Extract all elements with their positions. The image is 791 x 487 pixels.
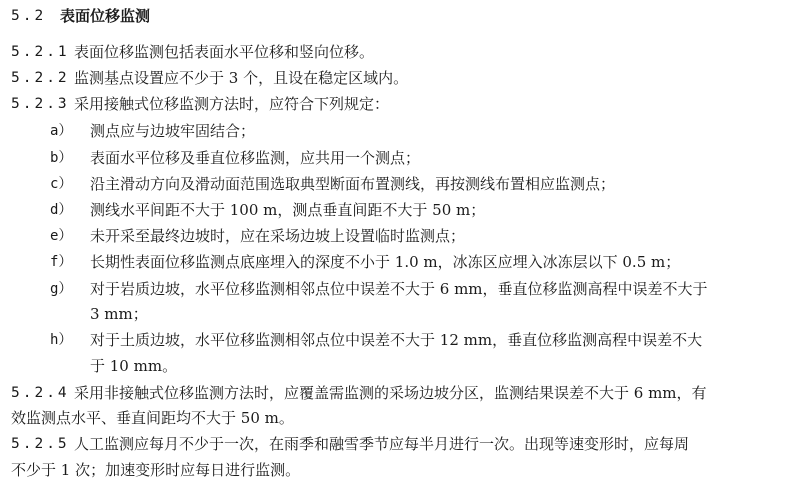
item-label: c）: [50, 176, 73, 192]
clause-text: 监测基点设置应不少于 3 个，且设在稳定区域内。: [74, 69, 409, 87]
clause-text: 采用非接触式位移监测方法时，应覆盖需监测的采场边坡分区，监测结果误差不大于 6 mm，有: [74, 384, 707, 402]
item-label: d）: [50, 202, 73, 218]
clause-number: 5.2.3: [11, 96, 70, 112]
clause-text: 采用接触式位移监测方法时，应符合下列规定：: [74, 95, 390, 113]
item-text: 于 10 mm。: [90, 357, 178, 375]
clause-text: 效监测点水平、垂直间距均不大于 50 m。: [11, 409, 294, 427]
item-text: 3 mm；: [90, 305, 148, 323]
item-label: h）: [50, 332, 73, 348]
item-label: g）: [50, 281, 73, 297]
item-text: 表面水平位移及垂直位移监测，应共用一个测点；: [90, 149, 421, 167]
clause-number: 5.2.5: [11, 436, 70, 452]
section-number: 5.2: [11, 8, 47, 24]
section-title: 表面位移监测: [60, 7, 151, 25]
item-label: b）: [50, 150, 73, 166]
clause-text: 表面位移监测包括表面水平位移和竖向位移。: [74, 43, 375, 61]
clause-text: 不少于 1 次；加速变形时应每日进行监测。: [11, 461, 301, 479]
clause-text: 人工监测应每月不少于一次，在雨季和融雪季节应每半月进行一次。出现等速变形时，应每周: [74, 435, 690, 453]
item-text: 对于岩质边坡，水平位移监测相邻点位中误差不大于 6 mm，垂直位移监测高程中误差不大于: [90, 280, 708, 298]
item-text: 测线水平间距不大于 100 m，测点垂直间距不大于 50 m；: [90, 201, 486, 219]
item-text: 测点应与边坡牢固结合；: [90, 122, 256, 140]
item-text: 未开采至最终边坡时，应在采场边坡上设置临时监测点；: [90, 227, 466, 245]
clause-number: 5.2.2: [11, 70, 70, 86]
item-text: 对于土质边坡，水平位移监测相邻点位中误差不大于 12 mm，垂直位移监测高程中误差不大: [90, 331, 703, 349]
clause-number: 5.2.4: [11, 385, 70, 401]
clause-number: 5.2.1: [11, 44, 70, 60]
item-label: a）: [50, 123, 73, 139]
item-label: f）: [50, 254, 73, 270]
item-label: e）: [50, 228, 73, 244]
item-text: 沿主滑动方向及滑动面范围选取典型断面布置测线，再按测线布置相应监测点；: [90, 175, 616, 193]
item-text: 长期性表面位移监测点底座埋入的深度不小于 1.0 m，冰冻区应埋入冰冻层以下 0.5 m；: [90, 253, 681, 271]
